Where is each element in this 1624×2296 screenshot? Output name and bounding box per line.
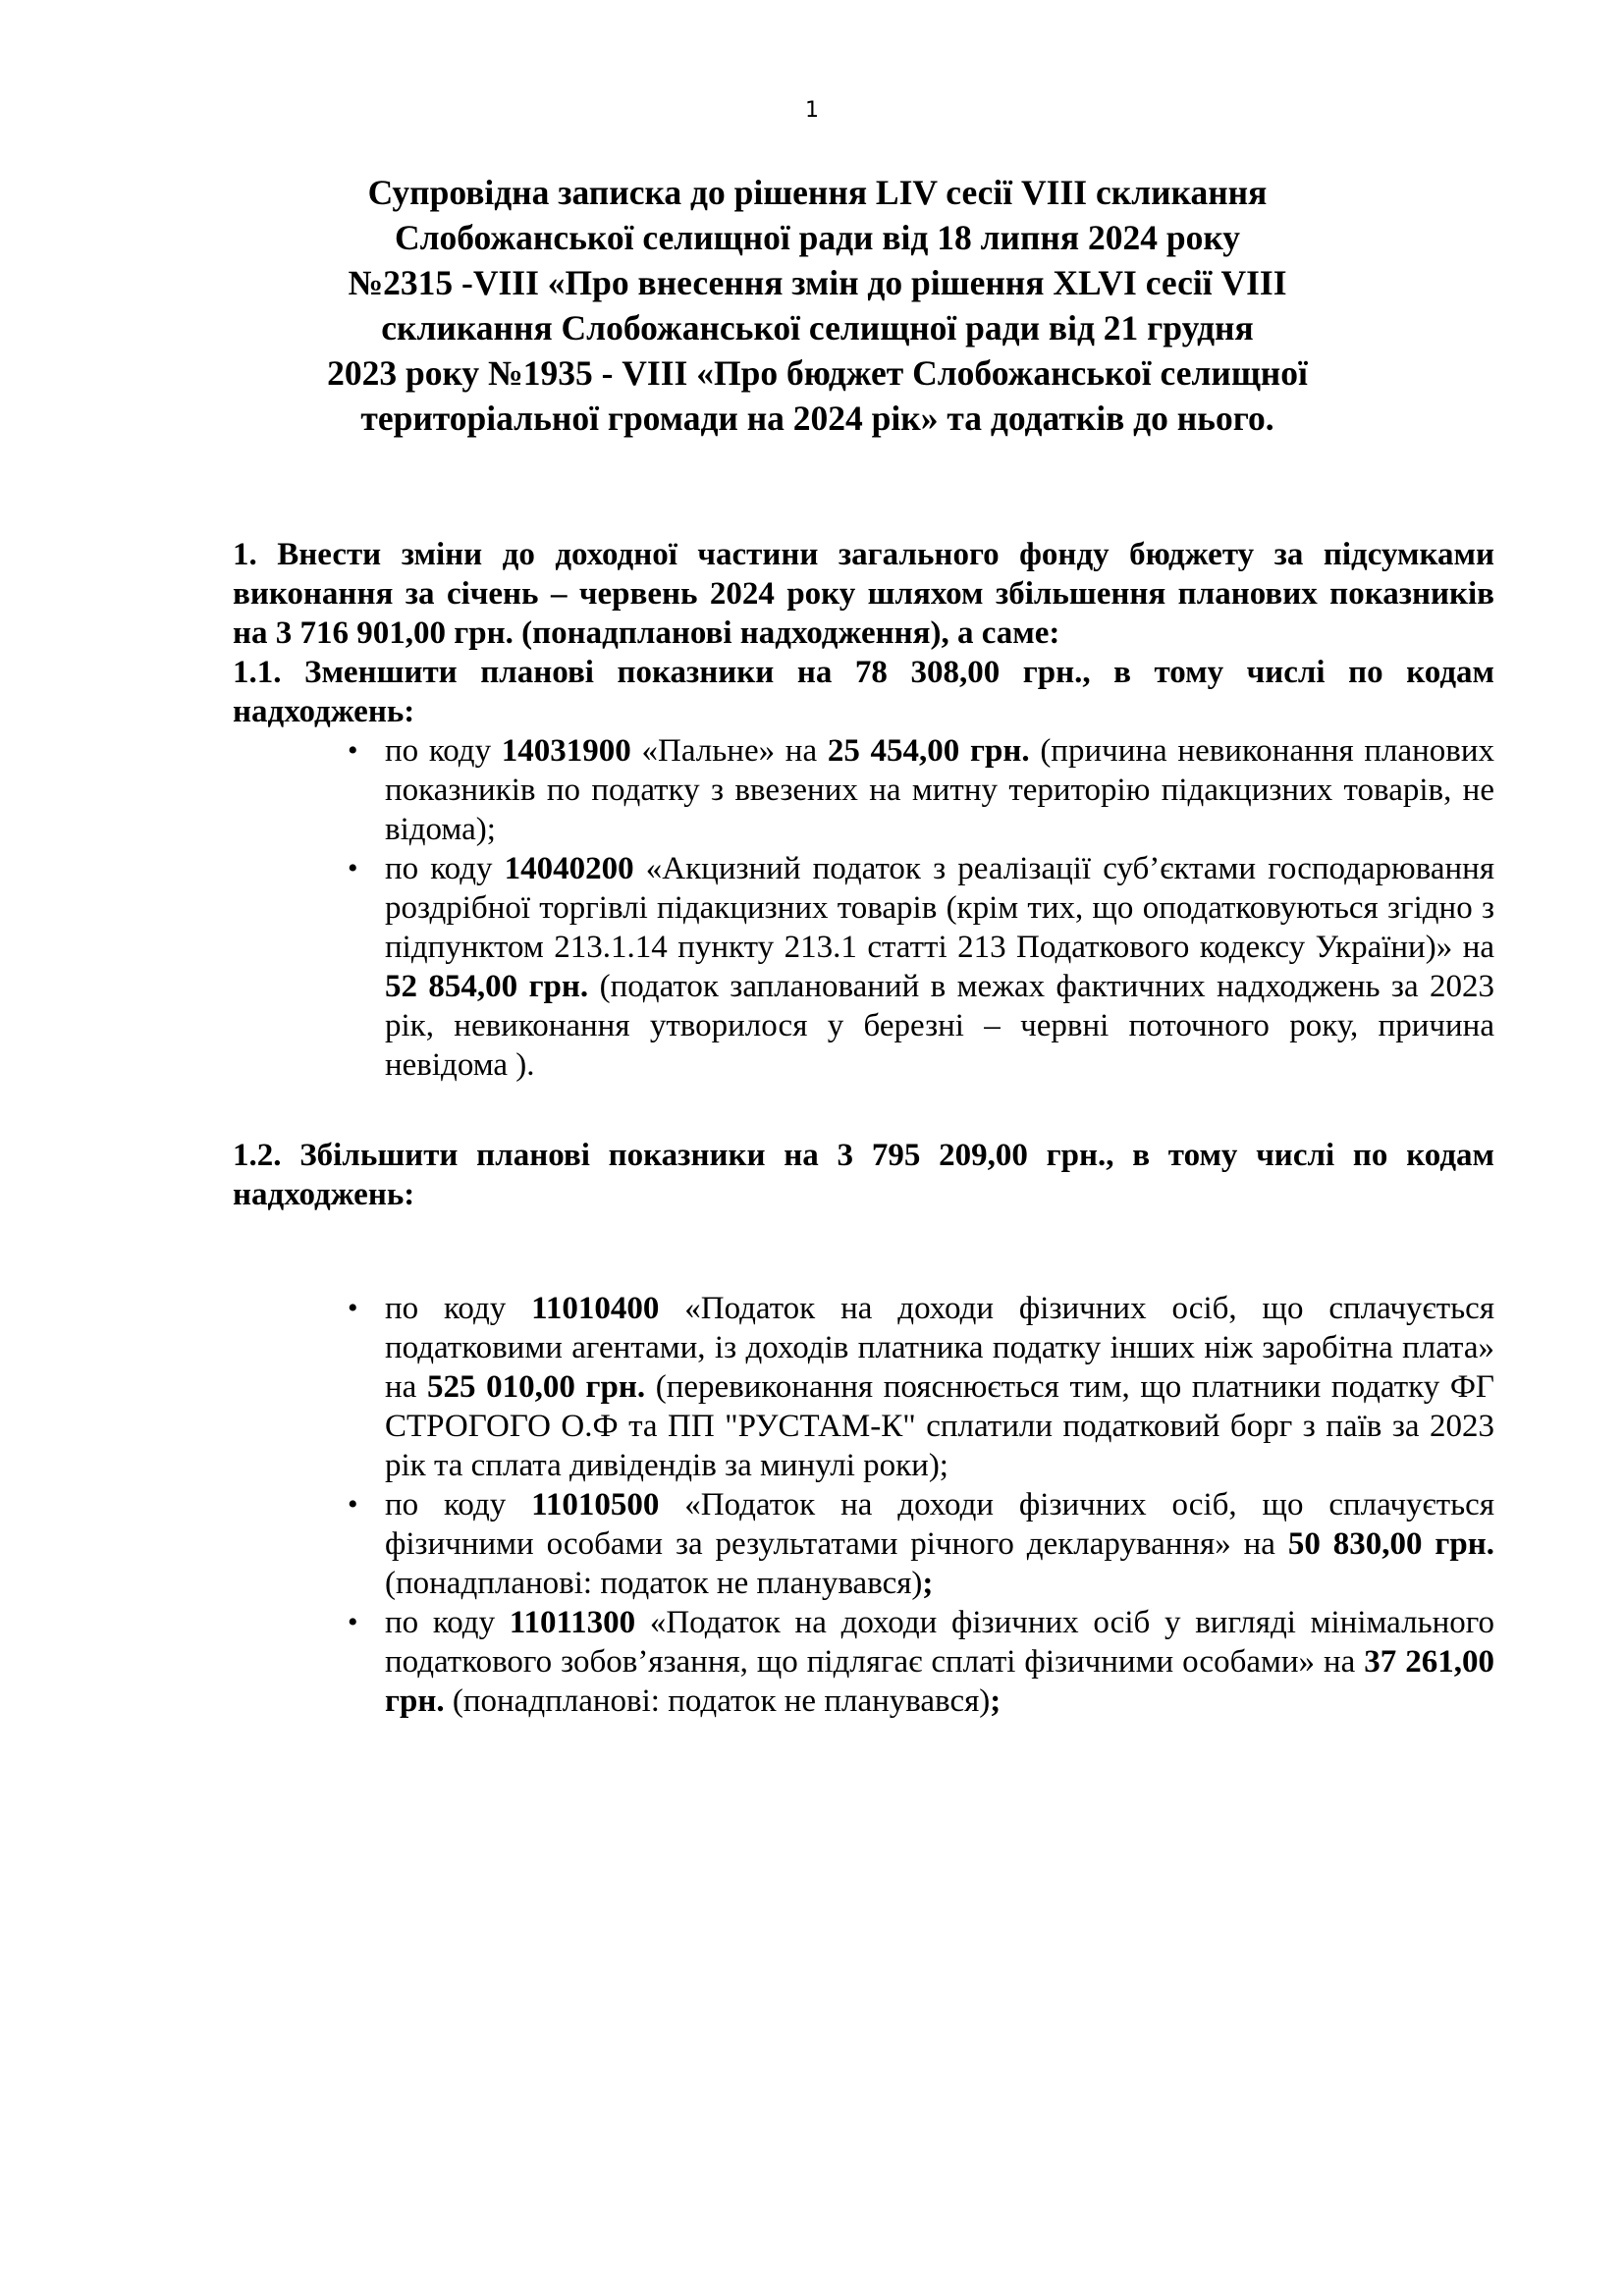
item-name: «Податок на доходи фізичних осіб, що сплачується податковими агентами, із доходів платника податку інших ніж заробітна плата» на [385,1291,1495,1405]
bullet-icon: • [348,852,358,884]
list-item [348,1289,1495,1485]
item-name: «Пальне» на [630,733,828,769]
item-note: (податок запланований в межах фактичних надходжень за 2023 рік, невиконання утворилося у березні – червні поточного року, причина невідома ). [385,969,1495,1083]
item-note: (понадпланові: податок не планувався) [444,1683,991,1719]
item-prefix: по коду [385,1487,532,1522]
bullet-icon: • [348,1606,358,1638]
bullet-icon: • [348,1488,358,1521]
revenue-code: 11010500 [531,1487,660,1522]
title-line: територіальної громади на 2024 рік» та додатків до нього. [360,399,1274,438]
item-name: «Податок на доходи фізичних осіб у вигляді мінімального податкового зобов’язання, що підлягає сплаті фізичними особами» на [385,1605,1494,1680]
section-1-intro: 1. Внести зміни до доходної частини загального фонду бюджету за підсумками виконання за січень – червень 2024 року шляхом збільшення планових показників на 3 716 901,00 грн. (понадпланові надходження), а саме: [233,537,1494,651]
item-amount: 25 454,00 грн. [827,733,1030,769]
bullet-icon: • [348,1292,358,1324]
item-prefix: по коду [385,1291,532,1326]
item-note: (понадпланові: податок не планувався) [385,1566,923,1601]
section-1-2-heading: 1.2. Збільшити планові показники на 3 795 209,00 грн., в тому числі по кодам надходжень: [233,1138,1494,1212]
revenue-code: 11010400 [531,1291,660,1326]
section-1-2-list [233,1289,1494,1721]
item-note: (перевиконання пояснюється тим, що платники податку ФГ СТРОГОГО О.Ф та ПП "РУСТАМ-К" сплатили податковий борг з паїв за 2023 рік та сплата дивідендів за минулі роки); [385,1369,1494,1483]
item-tail: ; [922,1566,934,1601]
section-1-1-heading: 1.1. Зменшити планові показники на 78 308,00 грн., в тому числі по кодам надходжень: [233,655,1494,729]
revenue-code: 14040200 [504,851,634,886]
list-item [348,731,1495,849]
title-line: Супровідна записка до рішення LIV сесії VIII скликання [367,173,1268,212]
item-tail: ; [990,1683,1001,1719]
title-line: скликання Слобожанської селищної ради від 21 грудня [381,308,1254,347]
list-item [348,1485,1495,1603]
item-name: «Податок на доходи фізичних осіб, що сплачується фізичними особами за результатами річного декларування» на [385,1487,1495,1562]
title-line: Слобожанської селищної ради від 18 липня 2024 року [394,218,1241,257]
document-title [187,170,1448,441]
title-line: №2315 -VIII «Про внесення змін до рішення XLVI сесії VIII [348,263,1287,302]
item-prefix: по коду [385,1605,510,1640]
title-line: 2023 року №1935 - VIII «Про бюджет Слобожанської селищної [327,353,1308,393]
list-item [348,849,1495,1085]
revenue-code: 14031900 [501,733,631,769]
item-amount: 37 261,00 грн. [385,1644,1494,1719]
revenue-code: 11011300 [509,1605,636,1640]
item-prefix: по коду [385,733,502,769]
item-amount: 525 010,00 грн. [426,1369,646,1405]
list-item [348,1603,1494,1721]
item-name: «Акцизний податок з реалізації суб’єктами господарювання роздрібної торгівлі підакцизних товарів (крім тих, що оподатковуються згідно з підпунктом 213.1.14 пункту 213.1 статті 213 Податкового кодексу України)» на [385,851,1494,965]
page-number: 1 [805,98,819,123]
item-amount: 52 854,00 грн. [385,969,589,1004]
item-note: (причина невиконання планових показників по податку з ввезених на митну територію підакцизних товарів, не відома); [385,733,1495,847]
bullet-icon: • [348,734,358,767]
item-amount: 50 830,00 грн. [1287,1526,1494,1562]
section-1-1-list [233,731,1494,1085]
item-prefix: по коду [385,851,505,886]
document-body [233,535,1494,1721]
